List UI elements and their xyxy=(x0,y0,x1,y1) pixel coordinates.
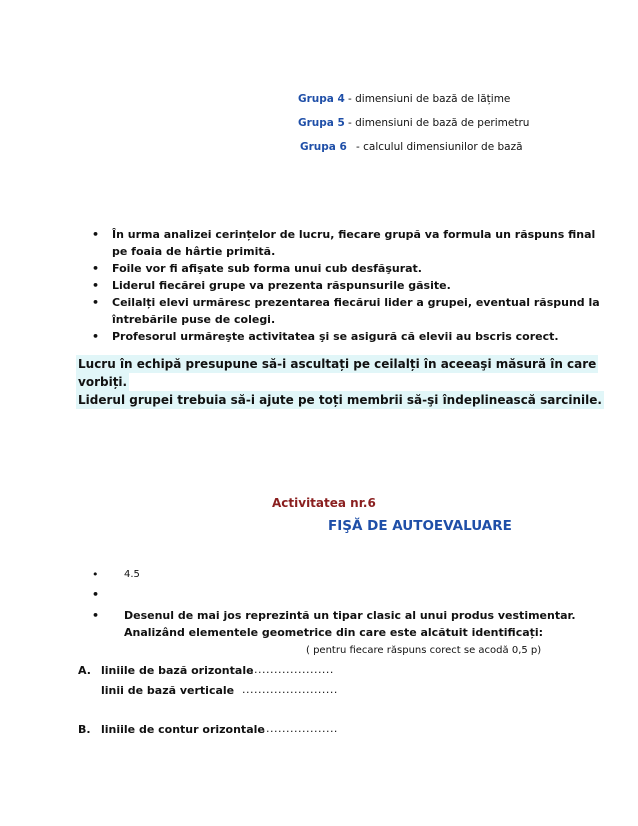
bullet-marker: • xyxy=(92,588,100,601)
bullet-marker: • xyxy=(92,330,100,343)
group-4-label: Grupa 4 xyxy=(298,93,345,105)
group-4-desc: - dimensiuni de bază de lățime xyxy=(348,93,511,105)
task-line-2: Analizând elementele geometrice din care este alcătuit identificați: xyxy=(124,626,544,639)
fisa-title: FIŞĂ DE AUTOEVALUARE xyxy=(328,518,512,534)
instruction-5: Profesorul urmăreşte activitatea şi se asigură că elevii au bscris corect. xyxy=(112,330,559,343)
highlight-line-3: Liderul grupei trebuia să-i ajute pe toți membrii să-şi îndeplinească sarcinile. xyxy=(78,393,602,407)
answer-blank[interactable]: .................... xyxy=(258,722,338,735)
answer-blank[interactable]: ...................... xyxy=(246,663,334,676)
highlight-line-2: vorbiți. xyxy=(78,375,128,389)
instruction-4-line-1: Ceilalți elevi urmăresc prezentarea fiecărui lider a grupei, eventual răspund la xyxy=(112,296,600,309)
item-number: 4.5 xyxy=(124,569,140,580)
activity-title: Activitatea nr.6 xyxy=(272,496,376,510)
task-line-1: Desenul de mai jos reprezintă un tipar clasic al unui produs vestimentar. xyxy=(124,609,576,622)
group-6-desc: - calculul dimensiunilor de bază xyxy=(356,141,523,153)
section-b-label: B. xyxy=(78,723,91,736)
bullet-marker: • xyxy=(92,228,100,241)
bullet-marker: • xyxy=(92,609,100,622)
instruction-4-line-2: întrebările puse de colegi. xyxy=(112,313,276,326)
bullet-marker: • xyxy=(92,279,100,292)
group-5-label: Grupa 5 xyxy=(298,117,345,129)
bullet-marker: • xyxy=(92,568,99,581)
answer-blank[interactable]: ........................ xyxy=(242,683,338,696)
instruction-3: Liderul fiecărei grupe va prezenta răspunsurile găsite. xyxy=(112,279,451,292)
scoring-note: ( pentru fiecare răspuns corect se acodă 0,5 p) xyxy=(306,645,542,656)
bullet-marker: • xyxy=(92,262,100,275)
section-b-line-1: liniile de contur orizontale xyxy=(101,723,265,736)
section-a-label: A. xyxy=(78,664,91,677)
instruction-1-line-2: pe foaia de hârtie primită. xyxy=(112,245,276,258)
group-5-desc: - dimensiuni de bază de perimetru xyxy=(348,117,530,129)
instruction-2: Foile vor fi afişate sub forma unui cub desfăşurat. xyxy=(112,262,422,275)
group-6-label: Grupa 6 xyxy=(300,141,347,153)
instruction-1-line-1: În urma analizei cerințelor de lucru, fiecare grupă va formula un răspuns final xyxy=(112,228,596,241)
bullet-marker: • xyxy=(92,296,100,309)
section-a-line-2: linii de bază verticale xyxy=(101,684,235,697)
highlight-line-1: Lucru în echipă presupune să-i ascultați pe ceilalți în aceeaşi măsură în care xyxy=(78,357,597,371)
section-a-line-1: liniile de bază orizontale xyxy=(101,664,254,677)
